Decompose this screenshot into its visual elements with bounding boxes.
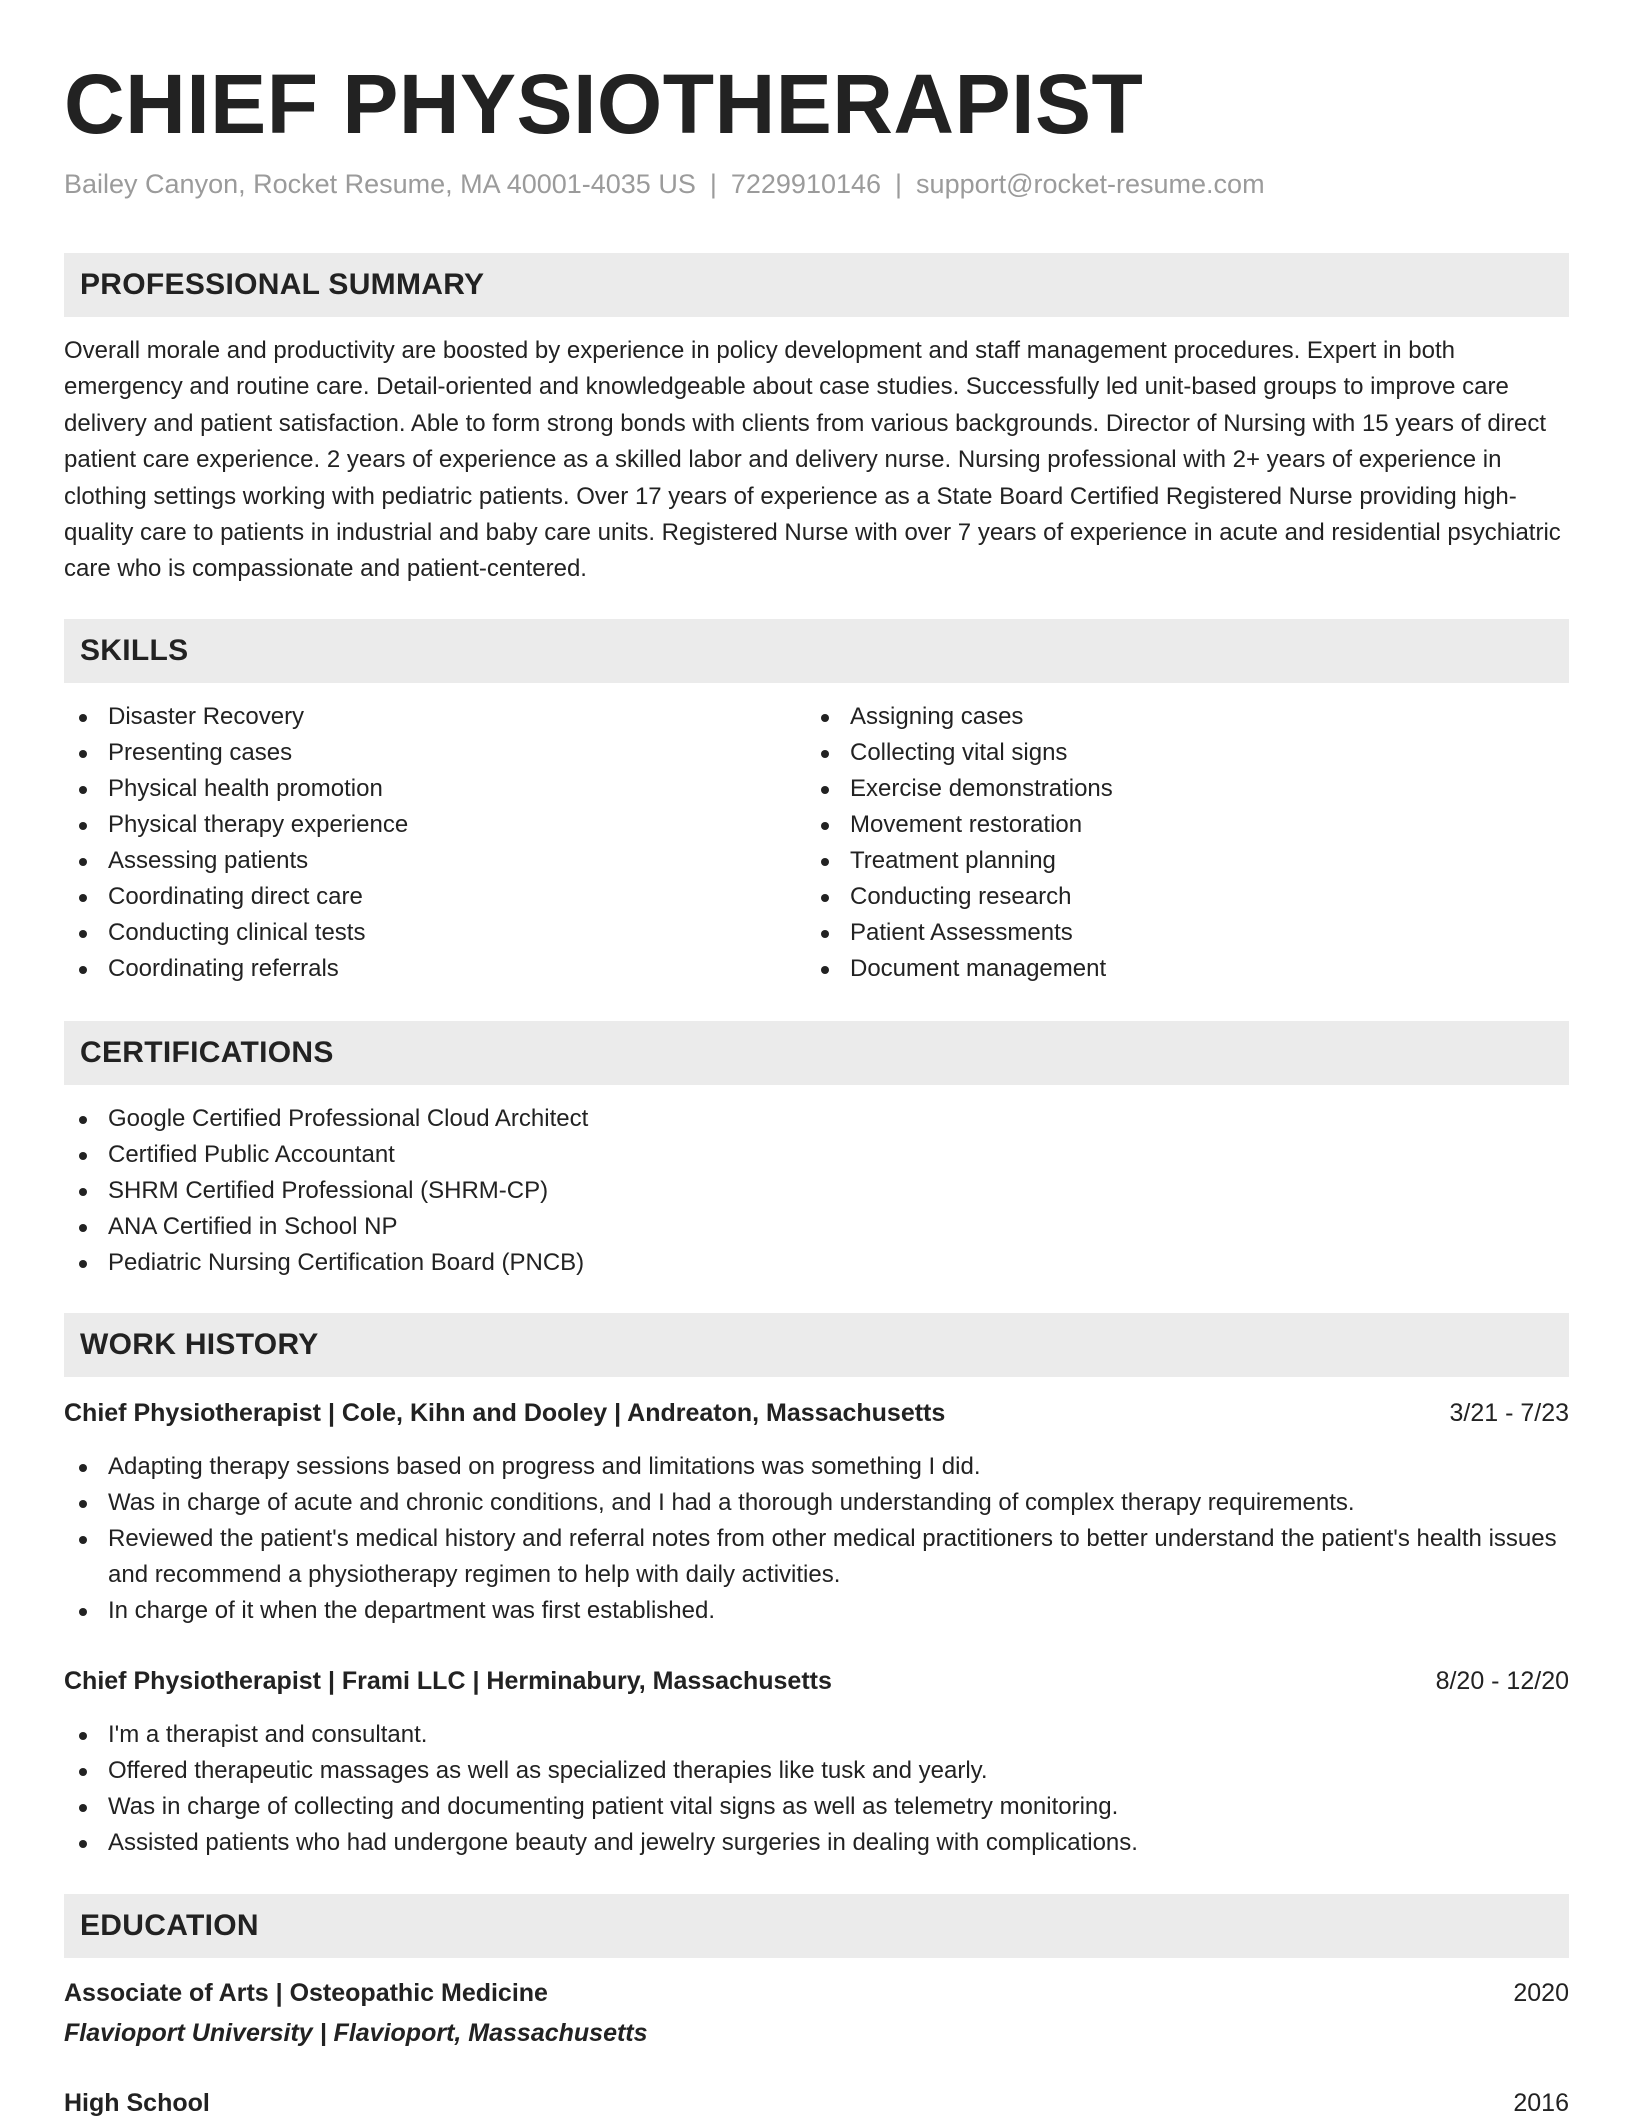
skill-item: Exercise demonstrations [806,771,1546,807]
job-bullet: Offered therapeutic massages as well as specialized therapies like tusk and yearly. [64,1753,1569,1789]
job-title: Chief Physiotherapist | Frami LLC | Herminabury, Massachusetts [64,1667,832,1695]
certifications-heading: CERTIFICATIONS [80,1036,334,1069]
skill-item: Disaster Recovery [64,699,804,735]
skill-item: Patient Assessments [806,915,1546,951]
graduation-year: 2016 [1513,2089,1569,2117]
contact-separator: | [895,169,903,199]
skill-item: Coordinating direct care [64,879,804,915]
summary-heading: PROFESSIONAL SUMMARY [80,268,485,301]
graduation-year: 2020 [1513,1979,1569,2007]
skill-item: Physical health promotion [64,771,804,807]
school-name: Flavioport University | Flavioport, Massachusetts [64,2019,648,2047]
resume-name-title: CHIEF PHYSIOTHERAPIST [64,57,1144,151]
skill-item: Document management [806,951,1546,987]
skill-item: Collecting vital signs [806,735,1546,771]
certification-item: Certified Public Accountant [64,1137,1569,1173]
skill-item: Assessing patients [64,843,804,879]
work-history-section-header [64,1313,1569,1377]
skill-item: Conducting research [806,879,1546,915]
education-section-header [64,1894,1569,1958]
summary-text: Overall morale and productivity are boosted by experience in policy development and staff management procedures. Expert in both emergency and routine care. Detail-oriented and knowledgeable about case studies. Successfully led unit-based groups to improve care delivery and patient satisfaction. Able to form strong bonds with clients from various backgrounds. Director of Nursing with 15 years of direct patient care experience. 2 years of experience as a skilled labor and delivery nurse. Nursing professional with 2+ years of experience in clothing settings working with pediatric patients. Over 17 years of experience as a State Board Certified Registered Nurse providing high-quality care to patients in industrial and baby care units. Registered Nurse with over 7 years of experience in acute and residential psychiatric care who is compassionate and patient-centered. [64,337,1561,583]
contact-line [64,166,1265,202]
job-bullet: Adapting therapy sessions based on progress and limitations was something I did. [64,1449,1569,1485]
summary-section-header [64,253,1569,317]
job-dates: 8/20 - 12/20 [1435,1667,1569,1695]
job-bullet: Reviewed the patient's medical history and referral notes from other medical practitioners to better understand the patient's health issues and recommend a physiotherapy regimen to help with daily activities. [64,1521,1569,1593]
certification-item: Pediatric Nursing Certification Board (PNCB) [64,1245,1569,1281]
contact-phone: 7229910146 [730,169,882,199]
skill-item: Coordinating referrals [64,951,804,987]
contact-email: support@rocket-resume.com [916,169,1265,199]
job-bullet: Was in charge of acute and chronic conditions, and I had a thorough understanding of complex therapy requirements. [64,1485,1569,1521]
job-dates: 3/21 - 7/23 [1449,1399,1569,1427]
job-bullet: I'm a therapist and consultant. [64,1717,1569,1753]
skills-list-left [64,699,804,987]
skill-item: Presenting cases [64,735,804,771]
skills-heading: SKILLS [80,634,189,667]
skill-item: Physical therapy experience [64,807,804,843]
certification-item: Google Certified Professional Cloud Architect [64,1101,1569,1137]
education-heading: EDUCATION [80,1909,259,1942]
skills-list-right [806,699,1546,987]
job-title: Chief Physiotherapist | Cole, Kihn and Dooley | Andreaton, Massachusetts [64,1399,946,1427]
contact-separator: | [709,169,717,199]
certification-item: ANA Certified in School NP [64,1209,1569,1245]
skills-section-header [64,619,1569,683]
work-history-heading: WORK HISTORY [80,1328,319,1361]
degree-title: High School [64,2089,210,2117]
certifications-section-header [64,1021,1569,1085]
skill-item: Conducting clinical tests [64,915,804,951]
job-bullet: In charge of it when the department was first established. [64,1593,1569,1629]
certification-item: SHRM Certified Professional (SHRM-CP) [64,1173,1569,1209]
skill-item: Movement restoration [806,807,1546,843]
job-bullet-list [64,1449,1569,1629]
skill-item: Assigning cases [806,699,1546,735]
contact-address: Bailey Canyon, Rocket Resume, MA 40001-4035 US [64,169,696,199]
job-bullet: Assisted patients who had undergone beauty and jewelry surgeries in dealing with complications. [64,1825,1569,1861]
degree-title: Associate of Arts | Osteopathic Medicine [64,1979,548,2007]
skill-item: Treatment planning [806,843,1546,879]
certifications-list [64,1101,1569,1281]
job-bullet-list [64,1717,1569,1861]
job-bullet: Was in charge of collecting and documenting patient vital signs as well as telemetry monitoring. [64,1789,1569,1825]
